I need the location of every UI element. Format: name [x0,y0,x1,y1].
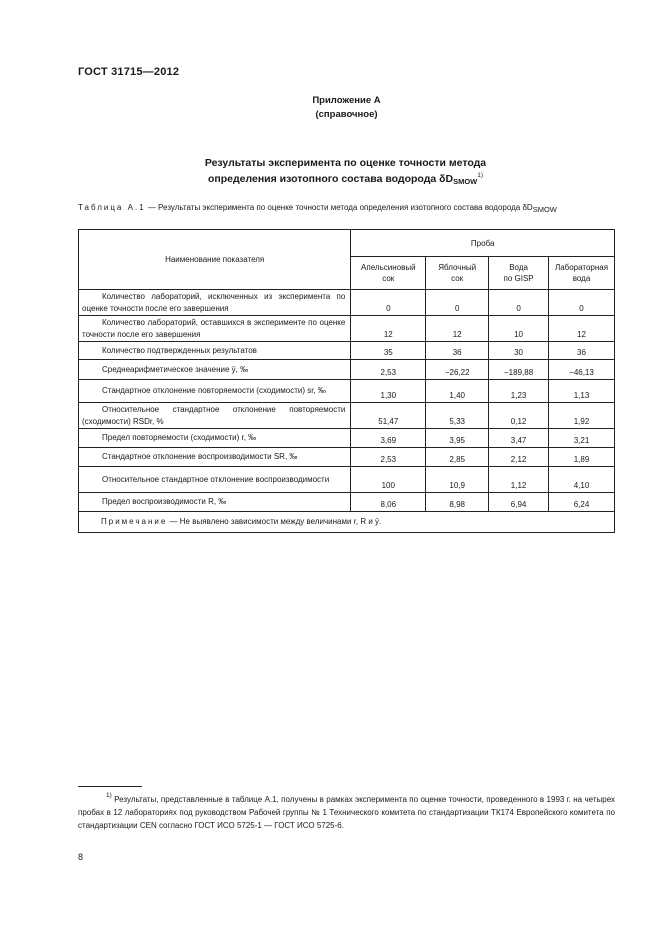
row-value: 1,23 [489,380,549,403]
row-value: 1,30 [351,380,426,403]
row-value: 2,85 [426,448,489,467]
table-row [79,316,615,342]
row-name: Относительное стандартное отклонение воспроизводимости [79,467,351,493]
row-value: 0 [351,290,426,316]
row-value: 3,95 [426,429,489,448]
row-value: 2,12 [489,448,549,467]
footnote-marker: 1) [106,792,112,799]
table-row [79,493,615,512]
row-value: 6,24 [549,493,615,512]
row-name: Среднеарифметическое значение ȳ, ‰ [79,360,351,380]
row-value: 36 [549,342,615,360]
table-caption-text: — Результаты эксперимента по оценке точности метода определения изотопного состава водорода δD [145,203,533,212]
heading-line-2-text: определения изотопного состава водорода δD [207,173,454,185]
row-value: 3,21 [549,429,615,448]
table-row [79,467,615,493]
table-row [79,380,615,403]
row-name: Относительное стандартное отклонение повторяемости (сходимости) RSDr, % [79,403,351,429]
table-caption-subscript: SMOW [532,205,557,214]
row-value: 35 [351,342,426,360]
results-table [78,229,615,533]
row-name: Стандартное отклонение повторяемости (сходимости) sr, ‰ [79,380,351,403]
row-value: 4,10 [549,467,615,493]
row-value: −46,13 [549,360,615,380]
row-value: 12 [351,316,426,342]
row-name: Предел повторяемости (сходимости) r, ‰ [79,429,351,448]
row-value: 1,40 [426,380,489,403]
footnote-divider [78,786,142,787]
row-value: −189,88 [489,360,549,380]
appendix-title: Приложение А [312,95,381,106]
row-value: 3,69 [351,429,426,448]
column-header: Яблочный сок [426,257,489,290]
row-value: 36 [426,342,489,360]
row-value: 8,98 [426,493,489,512]
row-value: 8,06 [351,493,426,512]
table-row [79,448,615,467]
table-caption-label: Таблица А.1 [78,203,146,212]
table-row [79,403,615,429]
row-value: 2,53 [351,448,426,467]
row-value: 10,9 [426,467,489,493]
appendix-subtitle: (справочное) [315,109,378,120]
row-value: 1,13 [549,380,615,403]
row-name: Стандартное отклонение воспроизводимости SR, ‰ [79,448,351,467]
row-value: 12 [426,316,489,342]
table-row [79,360,615,380]
row-value: 51,47 [351,403,426,429]
row-name: Количество лабораторий, оставшихся в эксперименте по оценке точности после его завершения [79,316,351,342]
page-number: 8 [78,852,84,862]
row-value: 12 [549,316,615,342]
standard-header: ГОСТ 31715—2012 [78,66,180,78]
row-name: Предел воспроизводимости R, ‰ [79,493,351,512]
heading-line-2 [0,172,661,186]
footnote-text: Результаты, представленные в таблице А.1, получены в рамках эксперимента по оценке точности, проведенного в 1993 г. на четырех пробах в 12 лабораториях под руководством Рабочей группы № 1 Технического комитета по стандартизации ТК174 Европейского комитета по стандартизации CEN согласно ГОСТ ИСО 5725-1 — ГОСТ ИСО 5725-6. [78,795,615,830]
row-value: 10 [489,316,549,342]
row-value: 100 [351,467,426,493]
row-value: −26,22 [426,360,489,380]
row-value: 3,47 [489,429,549,448]
row-value: 1,12 [489,467,549,493]
row-value: 30 [489,342,549,360]
table-caption [78,202,615,216]
row-value: 1,89 [549,448,615,467]
row-name: Количество лабораторий, исключенных из эксперимента по оценке точности после его завершения [79,290,351,316]
table-row [79,342,615,360]
row-value: 1,92 [549,403,615,429]
row-name: Количество подтвержденных результатов [79,342,351,360]
footnote [78,789,615,832]
row-value: 0 [426,290,489,316]
row-value: 0,12 [489,403,549,429]
row-value: 2,53 [351,360,426,380]
column-header: Апельсиновый сок [351,257,426,290]
heading-footnote-marker: 1) [477,172,484,179]
table-row [79,429,615,448]
heading-line-1: Результаты эксперимента по оценке точности метода [204,157,487,169]
sample-group-header: Проба [351,230,615,257]
row-value: 5,33 [426,403,489,429]
table-row [79,290,615,316]
note-text: — Не выявлено зависимости между величинами r, R и ȳ. [167,517,382,527]
column-header: Лабораторная вода [549,257,615,290]
table-note [79,512,615,533]
column-header: Вода по GISP [489,257,549,290]
row-value: 6,94 [489,493,549,512]
heading-subscript: SMOW [453,177,478,186]
row-value: 0 [549,290,615,316]
row-value: 0 [489,290,549,316]
name-column-header: Наименование показателя [79,230,351,290]
note-label: Примечание [101,517,168,527]
